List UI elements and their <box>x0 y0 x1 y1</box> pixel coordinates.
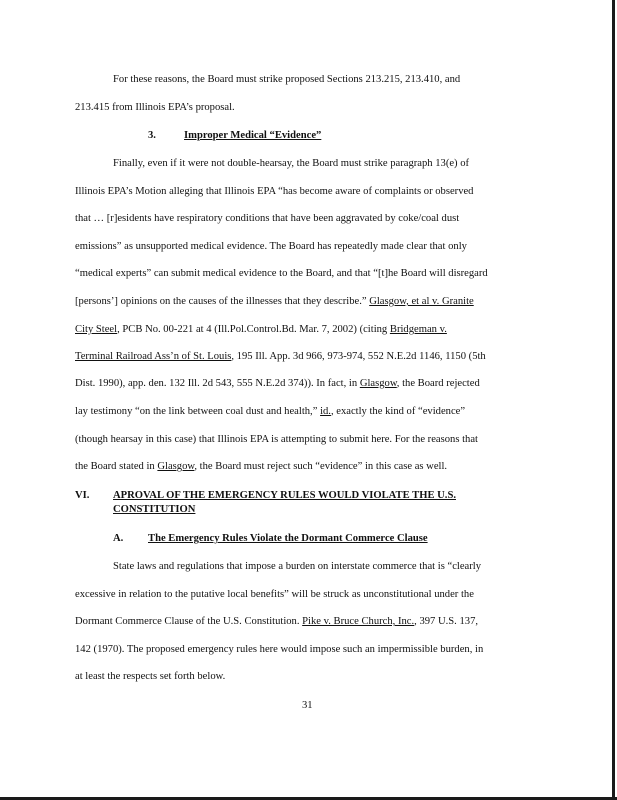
para1-line-10-text: lay testimony “on the link between coal dust and health,” <box>75 406 321 417</box>
para1-line-10 <box>75 406 465 417</box>
citation-bridgeman: Bridgeman v. <box>389 324 447 335</box>
para2-line-3 <box>75 616 478 627</box>
section-6-title-line-2: CONSTITUTION <box>113 504 196 515</box>
section-6-title-line-1: APROVAL OF THE EMERGENCY RULES WOULD VIOLATE THE U.S. <box>113 490 456 501</box>
para1-line-12 <box>75 461 447 472</box>
page-number: 31 <box>302 700 313 711</box>
para2-line-3-text: Dormant Commerce Clause of the U.S. Constitution. <box>75 616 303 627</box>
para1-line-9-text: Dist. 1990), app. den. 132 Ill. 2d 543, 555 N.E.2d 374)). In fact, in <box>75 378 360 389</box>
citation-terminal-railroad: Terminal Railroad Ass’n of St. Louis <box>75 351 232 362</box>
section-3-title: Improper Medical “Evidence” <box>184 130 322 141</box>
para1-line-4: emissions” as unsupported medical evidence. The Board has repeatedly made clear that only <box>75 241 467 252</box>
para1-line-2: Illinois EPA’s Motion alleging that Illinois EPA “has become aware of complaints or observed <box>75 186 474 197</box>
intro-line-1: For these reasons, the Board must strike proposed Sections 213.215, 213.410, and <box>113 74 461 85</box>
para1-line-12-tail: , the Board must reject such “evidence” in this case as well. <box>194 461 448 472</box>
para1-line-10-tail: , exactly the kind of “evidence” <box>330 406 466 417</box>
citation-pike: Pike v. Bruce Church, Inc. <box>302 616 415 627</box>
para2-line-1: State laws and regulations that impose a burden on interstate commerce that is “clearly <box>113 561 482 572</box>
intro-line-2: 213.415 from Illinois EPA’s proposal. <box>75 102 235 113</box>
para1-line-11: (though hearsay in this case) that Illinois EPA is attempting to submit here. For the reasons that <box>75 434 478 445</box>
para2-line-3-tail: , 397 U.S. 137, <box>414 616 479 627</box>
para1-line-5: “medical experts” can submit medical evidence to the Board, and that “[t]he Board will disregard <box>75 268 488 279</box>
section-a-number: A. <box>113 533 124 544</box>
para1-line-1: Finally, even if it were not double-hearsay, the Board must strike paragraph 13(e) of <box>113 158 470 169</box>
para2-line-5: at least the respects set forth below. <box>75 671 226 682</box>
para1-line-12-text: the Board stated in <box>75 461 158 472</box>
para1-line-3: that … [r]esidents have respiratory conditions that have been aggravated by coke/coal dust <box>75 213 460 224</box>
scan-border-right <box>612 0 615 800</box>
para1-line-8-text: , 195 Ill. App. 3d 966, 973-974, 552 N.E.2d 1146, 1150 (5th <box>231 351 486 362</box>
para1-line-7 <box>75 324 447 335</box>
citation-glasgow-2: Glasgow <box>359 378 397 389</box>
para2-line-2: excessive in relation to the putative local benefits” will be struck as unconstitutional under the <box>75 589 474 600</box>
citation-glasgow-3: Glasgow <box>157 461 195 472</box>
para1-line-9 <box>75 378 480 389</box>
citation-city-steel: City Steel <box>75 324 118 335</box>
citation-glasgow: Glasgow, et al v. Granite <box>369 296 474 307</box>
para1-line-8 <box>75 351 486 362</box>
para2-line-4: 142 (1970). The proposed emergency rules here would impose such an impermissible burden, in <box>75 644 484 655</box>
para1-line-9-tail: , the Board rejected <box>396 378 480 389</box>
section-a-title: The Emergency Rules Violate the Dormant Commerce Clause <box>148 533 428 544</box>
para1-line-7-text: , PCB No. 00-221 at 4 (Ill.Pol.Control.Bd. Mar. 7, 2002) (citing <box>117 324 390 335</box>
para1-line-6-text: [persons’] opinions on the causes of the illnesses that they describe.” <box>75 296 370 307</box>
section-6-number: VI. <box>75 490 90 501</box>
citation-id: id. <box>320 406 331 417</box>
section-3-number: 3. <box>148 130 156 141</box>
para1-line-6 <box>75 296 474 307</box>
